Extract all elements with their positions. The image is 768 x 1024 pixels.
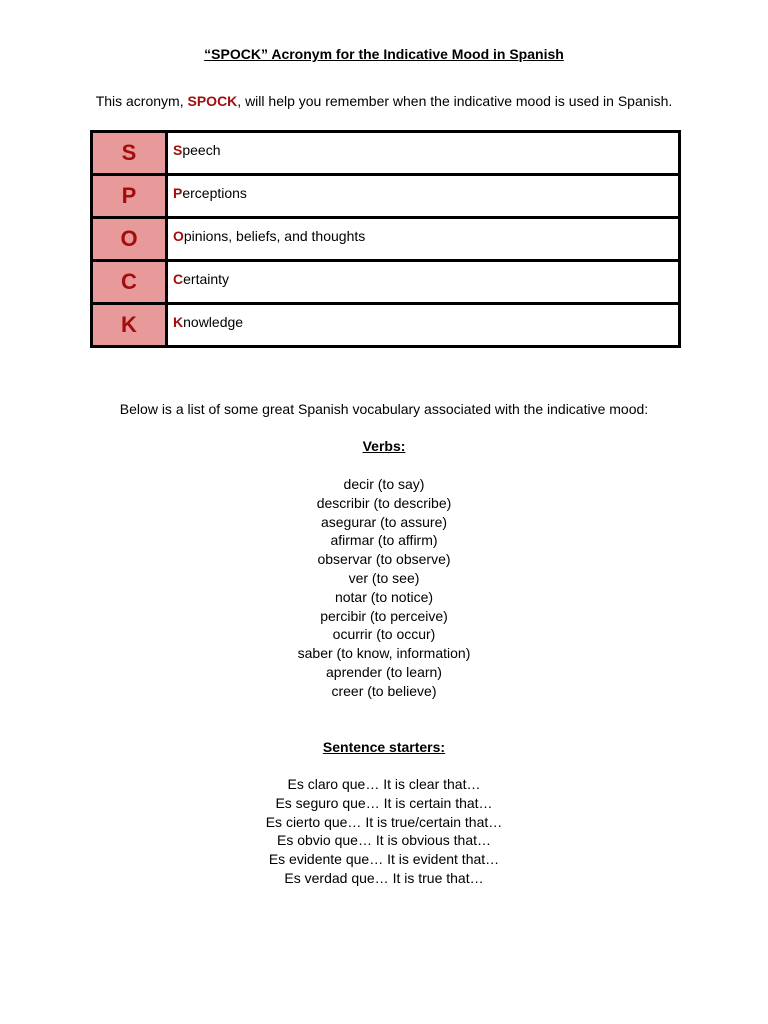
verbs-heading: Verbs:	[362, 438, 406, 454]
spock-table	[90, 130, 681, 348]
starter-item: Es obvio que… It is obvious that…	[277, 832, 491, 849]
spock-word-c-rest: ertainty	[183, 271, 230, 287]
spock-row-c	[92, 261, 680, 304]
starter-item: Es evidente que… It is evident that…	[268, 851, 500, 868]
spock-word-o	[167, 218, 680, 261]
starter-item: Es claro que… It is clear that…	[287, 776, 481, 792]
spock-letter-p: P	[92, 175, 167, 218]
verb-item: percibir (to perceive)	[320, 607, 448, 624]
spock-word-k-first: K	[173, 314, 184, 330]
spock-word-s-first: S	[173, 142, 183, 158]
spock-word-s	[167, 132, 680, 175]
intro-acronym: SPOCK	[187, 93, 238, 109]
vocabulary-intro: Below is a list of some great Spanish vocabulary associated with the indicative mood:	[119, 401, 649, 417]
intro-paragraph	[0, 93, 768, 109]
verb-item: ver (to see)	[348, 569, 420, 586]
sentence-starters-heading: Sentence starters:	[322, 739, 446, 755]
verb-item: saber (to know, information)	[297, 645, 471, 662]
verbs-list	[0, 475, 768, 701]
verb-item: ocurrir (to occur)	[332, 626, 436, 643]
starter-item: Es verdad que… It is true that…	[284, 869, 484, 886]
spock-word-s-rest: peech	[182, 142, 221, 158]
verb-item: aprender (to learn)	[326, 663, 442, 680]
spock-row-s	[92, 132, 680, 175]
verb-item: notar (to notice)	[334, 588, 434, 605]
spock-letter-c: C	[92, 261, 167, 304]
spock-word-p-rest: erceptions	[182, 185, 247, 201]
spock-word-o-rest: pinions, beliefs, and thoughts	[183, 228, 366, 244]
verb-item: afirmar (to affirm)	[330, 532, 438, 549]
verb-item: asegurar (to assure)	[320, 513, 448, 530]
spock-word-c-first: C	[173, 271, 184, 287]
spock-letter-k: K	[92, 304, 167, 347]
spock-word-k-rest: nowledge	[183, 314, 244, 330]
document-title: “SPOCK” Acronym for the Indicative Mood in Spanish	[204, 46, 564, 62]
spock-row-k	[92, 304, 680, 347]
spock-word-p-first: P	[173, 185, 183, 201]
spock-word-c	[167, 261, 680, 304]
verb-item: creer (to believe)	[331, 682, 437, 699]
spock-row-o	[92, 218, 680, 261]
spock-word-o-first: O	[173, 228, 184, 244]
spock-letter-o: O	[92, 218, 167, 261]
spock-letter-s: S	[92, 132, 167, 175]
starter-item: Es seguro que… It is certain that…	[275, 794, 493, 811]
spock-word-p	[167, 175, 680, 218]
intro-after: , will help you remember when the indicative mood is used in Spanish.	[237, 93, 673, 109]
spock-word-k	[167, 304, 680, 347]
intro-before: This acronym,	[95, 93, 188, 109]
starter-item: Es cierto que… It is true/certain that…	[265, 813, 503, 830]
verb-item: describir (to describe)	[316, 494, 452, 511]
spock-row-p	[92, 175, 680, 218]
verb-item: decir (to say)	[343, 476, 425, 492]
sentence-starters-list	[0, 775, 768, 888]
verb-item: observar (to observe)	[317, 551, 451, 568]
